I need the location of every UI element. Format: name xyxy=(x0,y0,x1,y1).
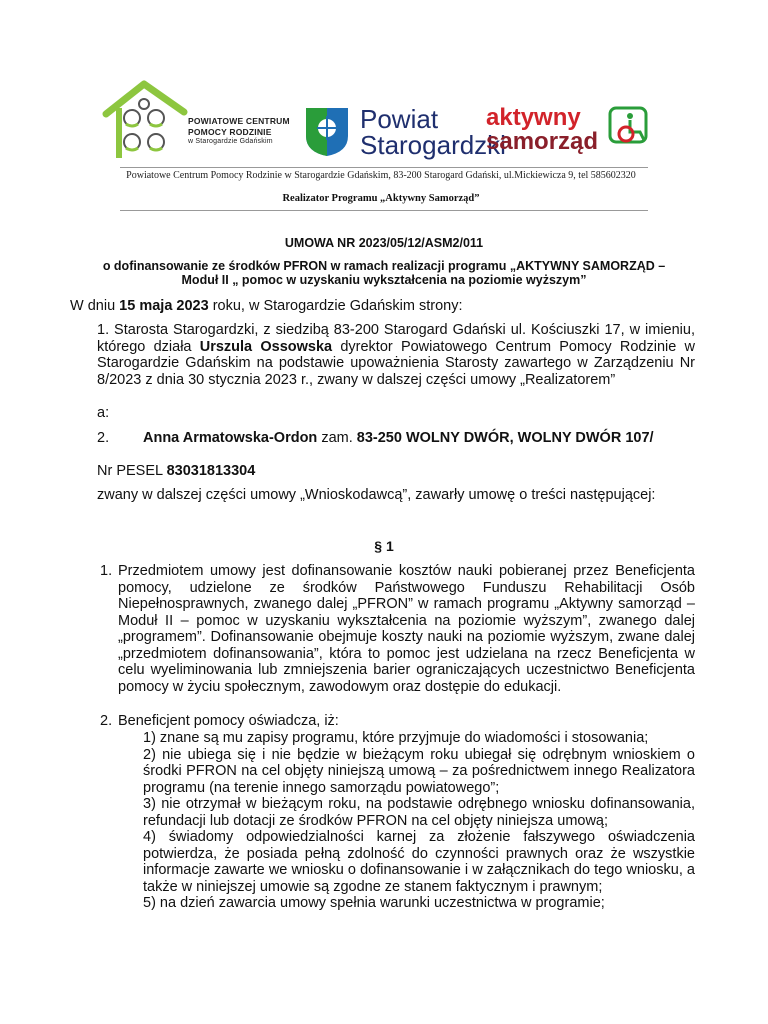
powiat-name: Powiat Starogardzki xyxy=(360,104,506,160)
party-one: 1. Starosta Starogardzki, z siedzibą 83-200 Starogard Gdański ul. Kościuszki 17, w imieniu, którego działa Urszula Ossowska dyrektor Powiatowego Centrum Pomocy Rodzinie w Starogardzie Gdańskim na podstawie upoważnienia Starosty zawartego w Zarządzeniu Nr 8/2023 z dnia 30 stycznia 2023 r., zwany w dalszej części umowy „Realizatorem” xyxy=(97,322,696,388)
pesel-line: Nr PESEL 83031813304 xyxy=(97,463,256,479)
pcpr-name: POWIATOWE CENTRUM POMOCY RODZINIE w Starogardzie Gdańskim xyxy=(188,116,290,145)
contract-title: UMOWA NR 2023/05/12/ASM2/011 xyxy=(284,236,484,250)
header-realizator: Realizator Programu „Aktywny Samorząd” xyxy=(282,193,480,204)
aktywny-samorzad-logo: aktywny samorząd xyxy=(486,104,599,155)
party-two: Anna Armatowska-Ordon zam. 83-250 WOLNY DWÓR, WOLNY DWÓR 107/ xyxy=(143,430,654,446)
para-one-number: 1. xyxy=(100,563,113,579)
para-two: Beneficjent pomocy oświadcza, iż: xyxy=(118,713,339,729)
list-item: 1) znane są mu zapisy programu, które przyjmuje do wiadomości i stosowania; xyxy=(143,730,649,746)
list-item: 2) nie ubiega się i nie będzie w bieżącym roku ubiegał się odrębnym wnioskiem o środki PFRON na cel objęty niniejszą umową – za pośrednictwem innego Realizatora programu (na terenie innego samorządu powiatowego”; xyxy=(143,746,695,796)
intro-line: W dniu 15 maja 2023 roku, w Starogardzie Gdańskim strony: xyxy=(70,298,463,314)
para-one: Przedmiotem umowy jest dofinansowanie kosztów nauki pobieranej przez Beneficjenta pomocy, udzielone ze środków Państwowego Funduszu Rehabilitacji Osób Niepełnosprawnych, zwanego dalej „PFRON” w ramach programu „Aktywny samorząd – Moduł II – pomoc w uzyskaniu wykształcenia na poziomie wyższym”, zwanego dalej „programem”. Dofinansowanie obejmuje koszty nauki na poziomie wyższym, zwane dalej „przedmiotem dofinansowania”, która to pomoc jest udzielana na rzecz Beneficjenta w celu wyeliminowania lub zmniejszenia barier ograniczających uczestnictwo Beneficjenta pomocy w życiu społecznym, zawodowym oraz dostępie do edukacji. xyxy=(118,563,695,695)
header-address: Powiatowe Centrum Pomocy Rodzinie w Starogardzie Gdańskim, 83-200 Starogard Gdański, ul.Mickiewicza 9, tel 585602320 xyxy=(126,170,636,181)
party-two-tail: zwany w dalszej części umowy „Wnioskodawcą”, zawarły umowę o treści następującej: xyxy=(97,487,656,503)
wheelchair-icon xyxy=(604,104,656,150)
list-item: 4) świadomy odpowiedzialności karnej za złożenie fałszywego oświadczenia potwierdza, że posiada pełną zdolność do czynności prawnych oraz że wszystkie informacje zawarte we wniosku o dofinansowanie i w załącznikach do tego wniosku, a także w niniejszej umowie są zgodne ze stanem faktycznym i prawnym; xyxy=(143,829,695,895)
a-label: a: xyxy=(97,405,110,421)
list-item: 5) na dzień zawarcia umowy spełnia warunki uczestnictwa w programie; xyxy=(143,895,605,911)
party-two-number: 2. xyxy=(97,430,110,446)
pcpr-logo xyxy=(100,80,188,164)
section-heading: § 1 xyxy=(374,538,394,554)
list-item: 3) nie otrzymał w bieżącym roku, na podstawie odrębnego wniosku dofinansowania, refundacji lub dotacji ze środków PFRON na cel objęty niniejsza umową; xyxy=(143,796,695,829)
header-divider-bottom xyxy=(120,210,648,211)
declaration-list xyxy=(143,730,695,912)
contract-subtitle: o dofinansowanie ze środków PFRON w ramach realizacji programu „AKTYWNY SAMORZĄD – Moduł II „ pomoc w uzyskaniu wykształcenia na poziomie wyższym” xyxy=(102,259,666,287)
powiat-crest-icon xyxy=(304,106,350,158)
para-two-number: 2. xyxy=(100,713,113,729)
header-divider xyxy=(120,167,648,168)
